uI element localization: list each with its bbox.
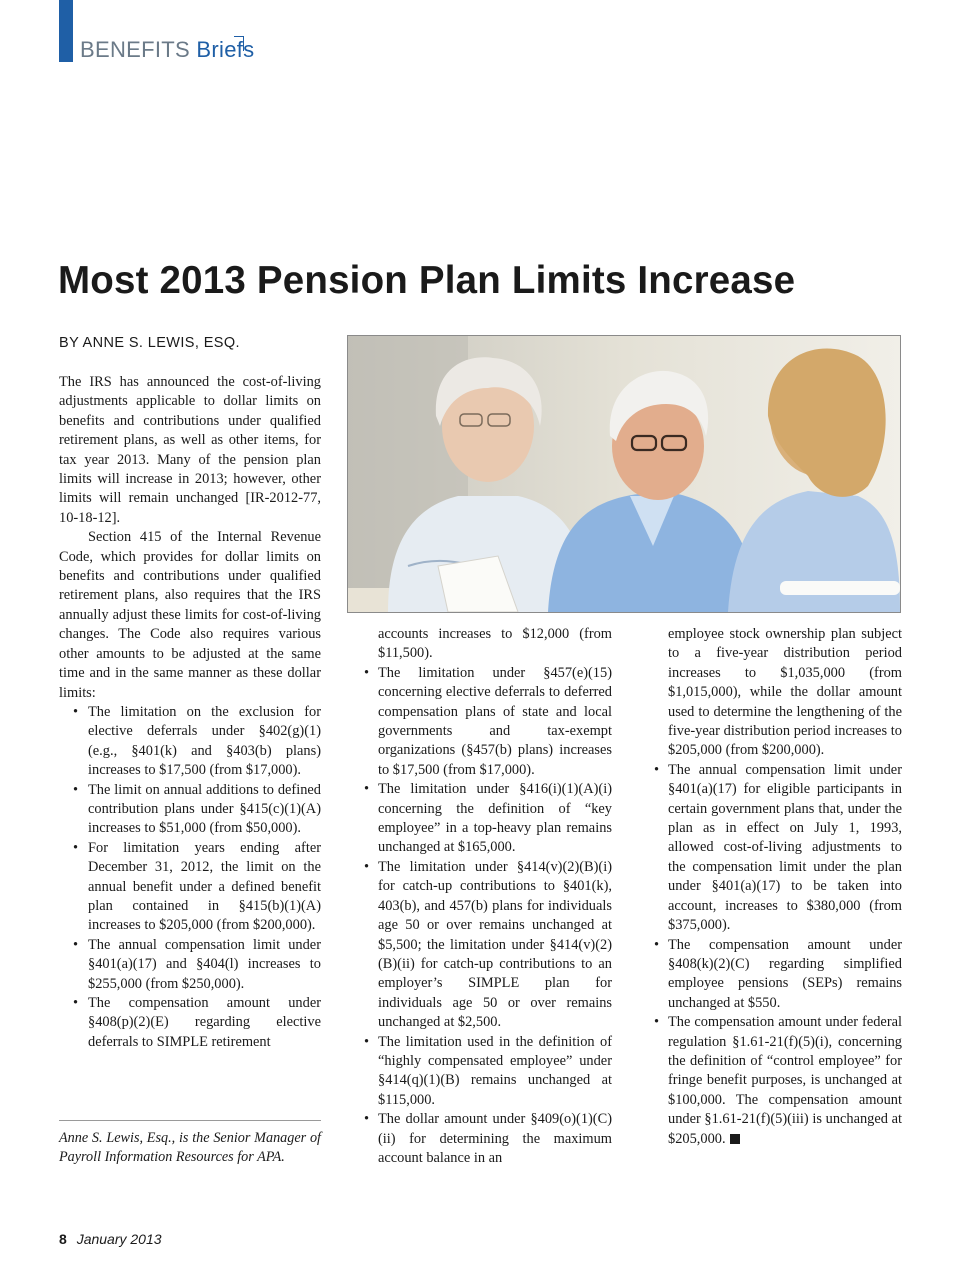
article-byline: BY ANNE S. LEWIS, ESQ. (59, 335, 240, 351)
list-item: • The limit on annual additions to defined contribution plans under §415(c)(1)(A) increases to $51,000 (from $50,000). (59, 781, 321, 839)
article-intro-paragraph: The IRS has announced the cost-of-living adjustments applicable to dollar limits on benefits and contributions under qualified retirement plans, as well as other items, for tax year 2013. Many of the pension plan limits will increase in 2013; however, other limits will remain unchanged [IR-2012-77, 10-18-12]. (59, 374, 321, 526)
header-accent-bar (59, 0, 73, 62)
article-title: Most 2013 Pension Plan Limits Increase (58, 259, 796, 302)
header-bracket-icon (234, 36, 244, 51)
issue-date: January 2013 (76, 1231, 162, 1247)
article-column-3 (654, 625, 902, 1149)
list-item: • The limitation under §414(v)(2)(B)(i) for catch-up contributions to §401(k), 403(b), and 457(b) plans for individuals age 50 or over remains unchanged at $5,500; the limitation under §414(v)(2)(B)(ii) for catch-up contributions to an employer’s SIMPLE plan for individuals age 50 or over remains unchanged at $2,500. (364, 858, 612, 1033)
article-column-1 (59, 373, 321, 1052)
list-item: • The compensation amount under §408(p)(2)(E) regarding elective deferrals to SIMPLE retirement (59, 994, 321, 1052)
bio-divider (59, 1120, 321, 1121)
limits-list (654, 761, 902, 1149)
end-of-article-icon (730, 1134, 740, 1144)
author-bio: Anne S. Lewis, Esq., is the Senior Manager of Payroll Information Resources for APA. (59, 1130, 321, 1166)
article-column-2 (364, 625, 612, 1168)
list-item-continuation: employee stock ownership plan subject to a five-year distribution period increases to $1,035,000 (from $1,015,000), while the dollar amount used to determine the lengthening of the five-year distribution period increases to $205,000 (from $200,000). (668, 626, 902, 759)
list-item: • For limitation years ending after December 31, 2012, the limit on the annual benefit under a defined benefit plan contained in §415(b)(1)(A) increases to $205,000 (from $200,000). (59, 839, 321, 936)
section-header (80, 37, 254, 63)
section-header-accent: Briefs (196, 37, 255, 62)
photo-illustration (348, 336, 900, 612)
list-item: • The annual compensation limit under §401(a)(17) and §404(l) increases to $255,000 (from $250,000). (59, 936, 321, 994)
list-item-last (654, 1013, 902, 1149)
list-item-continuation: accounts increases to $12,000 (from $11,500). (378, 626, 612, 662)
list-item: • The limitation on the exclusion for elective deferrals under §402(g)(1) (e.g., §401(k) and §403(b) plans) increases to $17,500 (from $17,000). (59, 703, 321, 781)
list-item: • The limitation under §457(e)(15) concerning elective deferrals to deferred compensation plans of state and local governments and tax-exempt organizations (§457(b) plans) increases to $17,500 (from $17,000). (364, 664, 612, 780)
list-item: • The annual compensation limit under §401(a)(17) for eligible participants in certain government plans that, under the plan as in effect on July 1, 1993, allowed cost-of-living adjustments to the compensation limit under the plan under §401(a)(17) to be taken into account, increases to $380,000 (from $375,000). (654, 761, 902, 936)
list-item: • The limitation under §416(i)(1)(A)(i) concerning the definition of “key employee” in a top-heavy plan remains unchanged at $165,000. (364, 780, 612, 858)
limits-list (364, 664, 612, 1169)
list-item: • The limitation used in the definition of “highly compensated employee” under §414(q)(1)(B) remains unchanged at $115,000. (364, 1033, 612, 1111)
article-paragraph: Section 415 of the Internal Revenue Code, which provides for dollar limits on benefits and contributions under qualified retirement plans, also requires that the IRS annually adjust these limits for cost-of-living changes. The Code also requires various other amounts to be adjusted at the same time and in the same manner as these dollar limits: (59, 529, 321, 701)
page-footer (59, 1231, 162, 1247)
section-header-word: BENEFITS (80, 37, 190, 62)
list-item-text: The compensation amount under federal regulation §1.61-21(f)(5)(i), concerning the definition of “control employee” for fringe benefit purposes, is unchanged at $100,000. The compensation amount under §1.61-21(f)(5)(iii) is unchanged at $205,000. (668, 1014, 902, 1147)
page-number: 8 (59, 1231, 67, 1247)
article-photo (347, 335, 901, 613)
list-item: • The dollar amount under §409(o)(1)(C)(ii) for determining the maximum account balance in an (364, 1110, 612, 1168)
limits-list (59, 703, 321, 1052)
list-item: • The compensation amount under §408(k)(2)(C) regarding simplified employee pensions (SEPs) remains unchanged at $550. (654, 936, 902, 1014)
